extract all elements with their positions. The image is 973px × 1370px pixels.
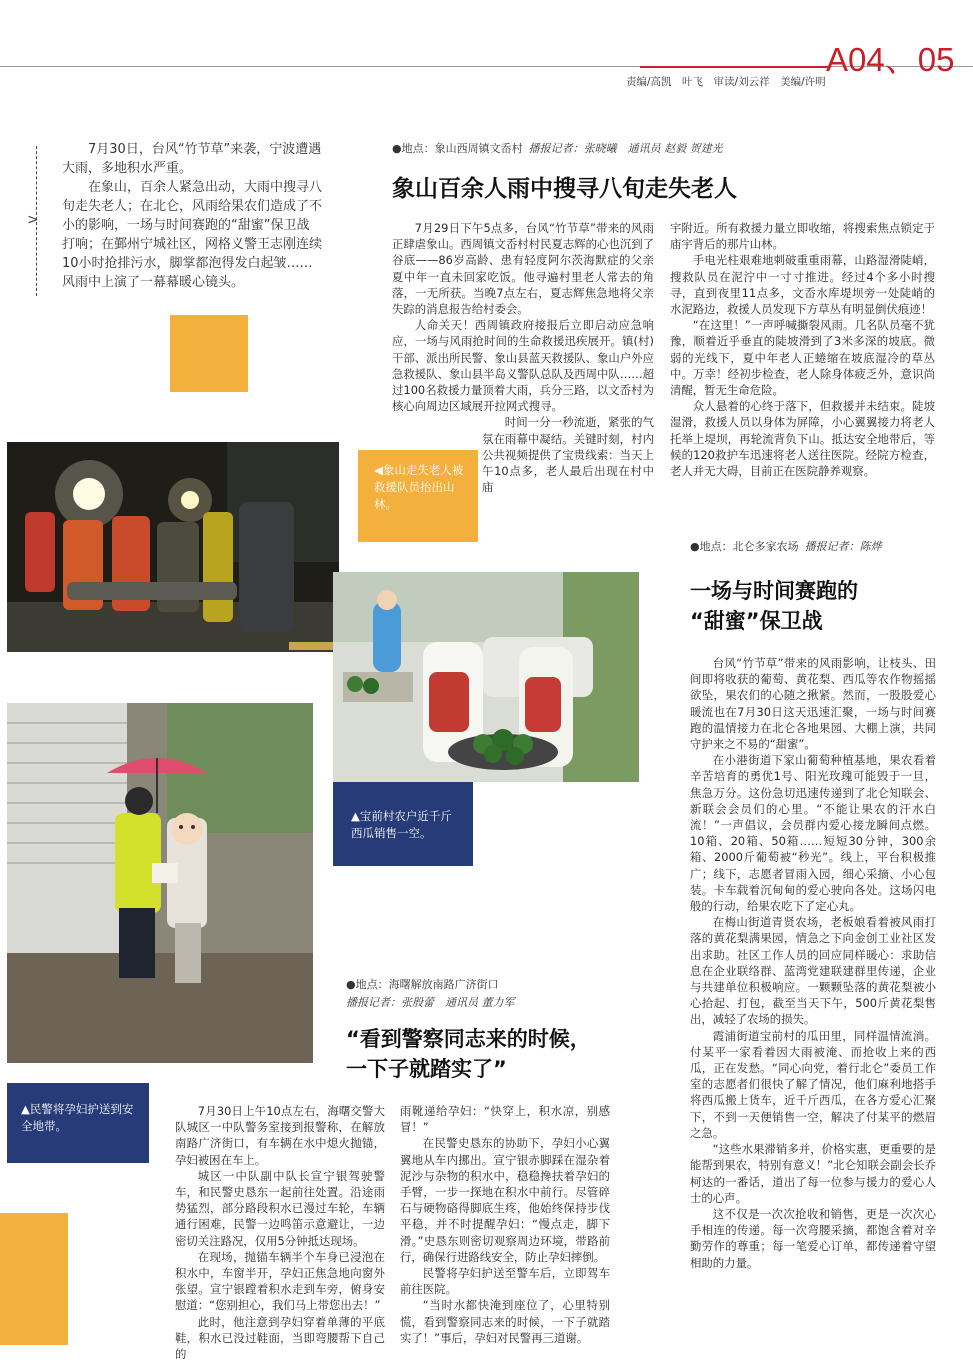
caption-box-watermelon <box>333 782 473 866</box>
article-paragraph: 这不仅是一次次抢收和销售，更是一次次心手相连的传递。每一次弯腰采摘，都饱含着对辛勤劳作的尊重；每一笔爱心订单，都传递着守望相助的力量。 <box>690 1206 936 1270</box>
story3-headline <box>346 1024 591 1084</box>
headline-line: 一下子就踏实了” <box>346 1057 507 1081</box>
article-paragraph: 在小港街道下家山葡萄种植基地，果农看着辛苦培育的勇优1号、阳光玫瑰可能毁于一旦，焦急万分。这份急切迅速传递到了北仑知联会、新联会会员们的心里。“不能让果农的汗水白流！”一声倡议，会员群内爱心接龙瞬间点燃。10箱、20箱、50箱……短短30分钟，300余箱、2000斤葡萄被“秒光”。线上，平台积极推广；线下，志愿者冒雨入园，细心采摘、小心包装。卡车载着沉甸甸的爱心驶向各处。这场闪电般的行动，给果农吃下了定心丸。 <box>690 753 936 914</box>
editor-credits: 责编/高凯 叶飞 审读/刘云祥 美编/许明 <box>626 76 826 88</box>
headline-line: “看到警察同志来的时候， <box>346 1027 591 1051</box>
police-photo <box>7 703 313 1063</box>
reporter-line: 播报记者：张殷蕾 通讯员 董力军 <box>346 996 515 1009</box>
story2-location <box>690 538 882 554</box>
story3-location <box>346 976 515 1012</box>
police-illustration <box>7 703 313 1063</box>
article-paragraph: 7月30日上午10点左右，海曙交警大队城区一中队警务室接到报警称，在解放南路广济街口，有车辆在水中熄火抛锚，孕妇被困在车上。 <box>175 1104 385 1167</box>
article-paragraph: 民警将孕妇护送至警车后，立即驾车前往医院。 <box>400 1266 610 1297</box>
caption-box-rescue <box>358 450 478 542</box>
caption-box-police <box>7 1083 149 1163</box>
watermelon-photo <box>333 572 639 782</box>
location-label: ●地点：象山西周镇文岙村 <box>392 142 523 155</box>
article-paragraph: 台风“竹节草”带来的风雨影响，让枝头、田间即将收获的葡萄、黄花梨、西瓜等农作物摇摇欲坠，果农们的心随之揪紧。然而，一股股爱心暖流也在7月30日这天迅速汇聚，一场与时间赛跑的温情接力在北仑各地果园、大棚上演，共同守护来之不易的“甜蜜”。 <box>690 656 936 752</box>
caption-watermelon: ▲宝前村农户近千斤西瓜销售一空。 <box>351 809 452 840</box>
article-paragraph: 雨靴递给孕妇：“快穿上，积水凉，别感冒！” <box>400 1104 610 1135</box>
lead-paragraph: 在象山，百余人紧急出动，大雨中搜寻八旬走失老人；在北仑，风雨给果农们造成了不小的影响，一场与时间赛跑的“甜蜜”保卫战打响；在鄞州宁城社区，网格义警王志刚连续10小时抢排污水，脚掌都泡得发白起皱……风雨中上演了一幕幕暖心镜头。 <box>62 180 323 290</box>
caption-rescue: ◀象山走失老人被救援队员抬出山林。 <box>374 463 464 511</box>
article-paragraph: 手电光柱艰难地刺破重重雨幕，山路湿滑陡峭，搜救队员在泥泞中一寸寸推进。经过4个多小时搜寻，直到夜里11点多，文岙水库堤坝旁一处陡峭的水泥路边，救援人员发现下方草丛有明显倒伏痕迹！ <box>670 253 935 317</box>
article-paragraph: “在这里！”一声呼喊撕裂风雨。几名队员毫不犹豫，顺着近乎垂直的陡坡滑到了3米多深的坡底。微弱的光线下，夏中年老人正蜷缩在坡底湿冷的草丛中。万幸！经初步检查，老人除身体疲乏外，意识尚清醒，暂无生命危险。 <box>670 318 935 398</box>
location-label: ●地点：海曙解放南路广济街口 <box>346 978 499 991</box>
story2-column <box>690 655 936 1271</box>
story3-column-1 <box>175 1103 385 1362</box>
story2-headline <box>690 576 858 636</box>
location-label: ●地点：北仑多家农场 <box>690 540 799 553</box>
story1-column-2 <box>670 220 935 479</box>
lead-paragraph: 7月30日，台风“竹节草”来袭，宁波遭遇大雨，多地积水严重。 <box>62 142 322 176</box>
article-paragraph: 宇附近。所有救援力量立即收缩，将搜索焦点锁定于庙宇背后的那片山林。 <box>670 221 935 252</box>
article-paragraph: 在现场，抛锚车辆半个车身已浸泡在积水中，车窗半开，孕妇正焦急地向窗外张望。宣宁银蹚着积水走到车旁，俯身安慰道：“您别担心，我们马上带您出去！” <box>175 1249 385 1313</box>
story3-column-2 <box>400 1103 610 1346</box>
story1-headline: 象山百余人雨中搜寻八旬走失老人 <box>392 176 737 202</box>
article-paragraph: 7月29日下午5点多，台风“竹节草”带来的风雨正肆虐象山。西周镇文岙村村民夏志辉的心也沉到了谷底——86岁高龄、患有轻度阿尔茨海默症的父亲夏中年一直未回家吃饭。他寻遍村里老人常去的角落，一无所获。当晚7点左右，夏志辉焦急地将父亲失踪的消息报告给村委会。 <box>392 221 654 317</box>
article-paragraph: 在民警史恳东的协助下，孕妇小心翼翼地从车内挪出。宣宁银赤脚踩在湿杂着泥沙与杂物的积水中，稳稳搀扶着孕妇的手臂，一步一探地在积水中前行。尽管碎石与硬物硌得脚底生疼，他始终保持步伐平稳，并不时提醒孕妇：“慢点走，脚下滑。”史恳东则密切观察周边环境，带路前行，确保行进路线安全，防止孕妇摔倒。 <box>400 1136 610 1264</box>
rescue-photo <box>7 442 339 652</box>
article-paragraph: 众人悬着的心终于落下，但救援并未结束。陡坡湿滑，救援人员以身体为屏障，小心翼翼接力将老人托举上堤坝，再轮流背负下山。抵达安全地带后，等候的120救护车迅速将老人送往医院。经院方检查，老人并无大碍，目前正在医院静养观察。 <box>670 399 935 479</box>
watermelon-illustration <box>333 572 639 782</box>
article-paragraph: 城区一中队副中队长宣宁银驾驶警车，和民警史恳东一起前往处置。沿途雨势猛烈，部分路段积水已漫过车轮，车辆通行困难，民警一边鸣笛示意避让，一边密切关注路况，仅用5分钟抵达现场。 <box>175 1168 385 1248</box>
article-paragraph: 此时，他注意到孕妇穿着单薄的平底鞋，积水已没过鞋面，当即弯腰帮下自己的 <box>175 1314 385 1362</box>
article-paragraph: 人命关天！西周镇政府接报后立即启动应急响应，一场与风雨抢时间的生命救援迅疾展开。镇(村)干部、派出所民警、象山县蓝天救援队、象山户外应急救援队、象山县半岛义警队总队及西周中队……超过100名救援力量顶着大雨，兵分三路，以文岙村为核心向周边区域展开拉网式搜寻。 <box>392 318 654 414</box>
reporter-line: 播报记者：陈烨 <box>804 540 882 553</box>
headline-line: 一场与时间赛跑的 <box>690 579 858 603</box>
header-rule-accent <box>640 66 830 68</box>
article-paragraph: 时间一分一秒流逝，紧张的气氛在雨幕中凝结。关键时刻，村内公共视频提供了宝贵线索：当天上午10点多，老人最后出现在村中庙 <box>482 415 654 495</box>
reporter-line: 播报记者：张晓曦 通讯员 赵毅 贺建光 <box>528 142 723 155</box>
rescue-illustration <box>7 442 339 652</box>
decorative-block <box>170 315 248 392</box>
lead-bracket-chevron: > <box>27 212 39 228</box>
article-paragraph: “当时水都快淹到座位了，心里特别慌，看到警察同志来的时候，一下子就踏实了！”事后，孕妇对民警再三道谢。 <box>400 1298 610 1345</box>
headline-line: “甜蜜”保卫战 <box>690 609 823 633</box>
story1-location <box>392 140 723 156</box>
page-number: A04、05 <box>826 41 955 78</box>
decorative-block <box>0 1213 68 1345</box>
article-paragraph: 在梅山街道青贤农场，老板娘看着被风雨打落的黄花梨满果园，情急之下向金创工业社区发出求助。社区工作人员的回应同样暖心：求助信息在企业联络群、蓝湾党建联建群里传递，企业与共建单位积极响应。一颗颗坠落的黄花梨被小心拾起、打包，截至当天下午，500斤黄花梨售出，减轻了农场的损失。 <box>690 915 936 1027</box>
article-paragraph: “这些水果滞销多并，价格实惠，更重要的是能帮到果农，特别有意义！”北仑知联会副会长乔柯达的一番话，道出了每一位参与援力的爱心人士的心声。 <box>690 1142 936 1205</box>
article-paragraph: 霞浦街道宝前村的瓜田里，同样温情流淌。付某平一家看着因大雨被淹、而抢收上来的西瓜，正在发愁。“同心向党，着行北仑”委员工作室的志愿者们很快了解了情况，他们麻利地搭手将西瓜搬上货车，近千斤西瓜，在各方爱心汇聚下，不到一天便销售一空，解决了付某平的燃眉之急。 <box>690 1028 936 1140</box>
caption-police: ▲民警将孕妇护送到安全地带。 <box>21 1102 134 1133</box>
lead-text <box>62 140 322 292</box>
